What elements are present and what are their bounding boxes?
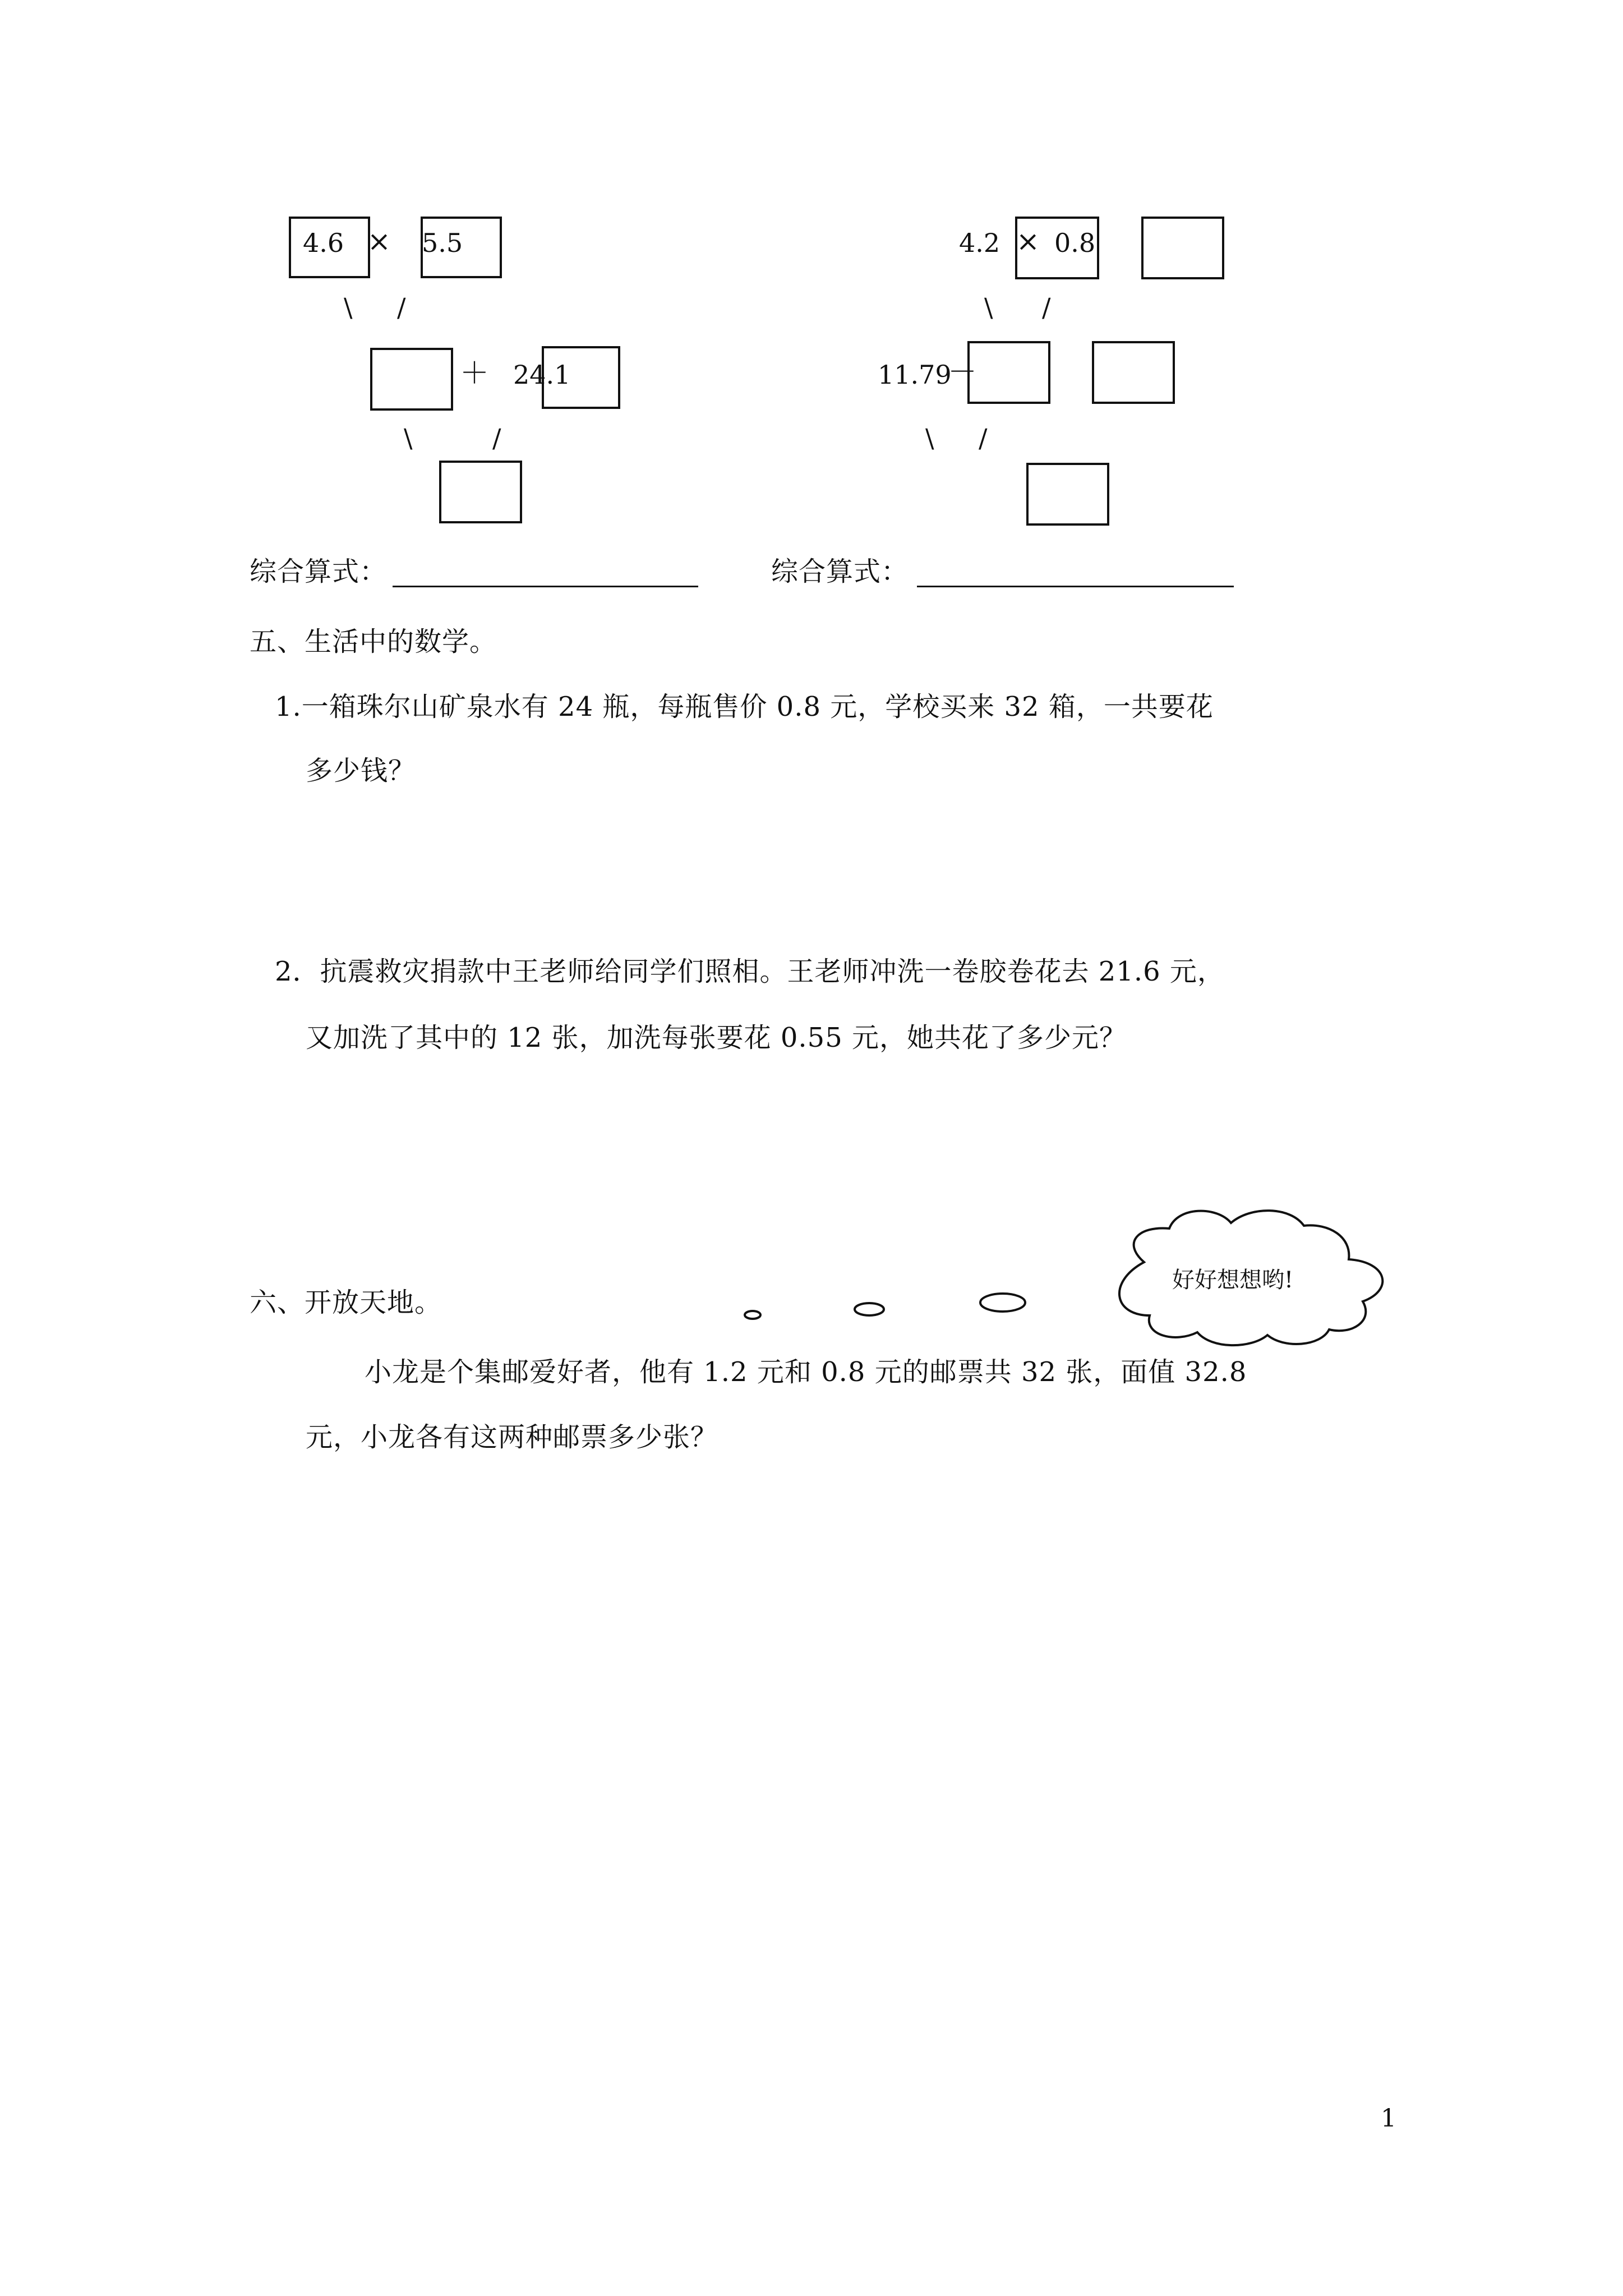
section6-line1: 小龙是个集邮爱好者，他有 1.2 元和 0.8 元的邮票共 32 张，面值 32.8: [365, 1356, 1247, 1388]
q1-line1: 1.一箱珠尔山矿泉水有 24 瓶，每瓶售价 0.8 元，学校买来 32 箱，一共要花: [275, 691, 1214, 723]
q2-line1: 2．抗震救灾捐款中王老师给同学们照相。王老师冲洗一卷胶卷花去 21.6 元，: [275, 956, 1225, 987]
left-slash-a: \: [344, 292, 353, 323]
q2-line2: 又加洗了其中的 12 张，加洗每张要花 0.55 元，她共花了多少元？: [306, 1022, 1127, 1053]
section5-heading: 五、生活中的数学。: [250, 626, 497, 657]
section6-line2: 元，小龙各有这两种邮票多少张？: [306, 1421, 718, 1453]
thought-bubble-text: 好好想想哟!: [1172, 1267, 1294, 1293]
right-multiply-sign: ×: [1016, 225, 1040, 257]
right-num1: 4.2: [959, 228, 1000, 258]
thought-dot-large: [980, 1294, 1025, 1312]
thought-dot-medium: [855, 1303, 884, 1315]
left-slash-b: /: [397, 292, 406, 323]
left-formula-label: 综合算式：: [250, 556, 388, 587]
left-multiply-sign: ×: [367, 225, 391, 257]
left-slash-d: /: [492, 423, 501, 453]
right-slash-c: \: [925, 423, 934, 453]
q1-line2: 多少钱？: [306, 755, 416, 786]
thought-dot-small: [745, 1311, 760, 1319]
left-num3: 24.1: [513, 360, 571, 390]
section6-heading: 六、开放天地。: [250, 1287, 442, 1318]
right-slash-a: \: [984, 292, 993, 323]
left-slash-c: \: [404, 423, 413, 453]
left-plus-sign: ＋: [460, 357, 490, 390]
left-num1: 4.6: [303, 228, 344, 258]
right-minus-sign: －: [948, 356, 978, 389]
left-num2: 5.5: [422, 228, 463, 258]
right-num3: 11.79: [878, 360, 952, 390]
right-formula-label: 综合算式：: [771, 556, 909, 587]
right-slash-b: /: [1042, 292, 1051, 323]
right-slash-d: /: [979, 423, 988, 453]
page-number: 1: [1381, 2104, 1396, 2133]
right-num2: 0.8: [1054, 228, 1096, 258]
